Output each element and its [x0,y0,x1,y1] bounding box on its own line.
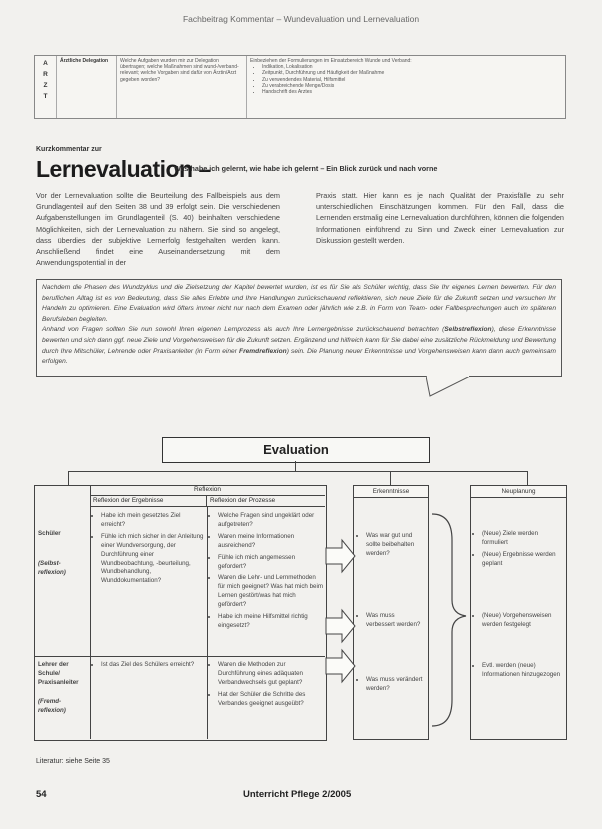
list-item: • Was muss verbessert werden? [366,612,425,630]
list-item: • Habe ich meine Hilfsmittel richtig eingesetzt? [218,613,323,631]
criteria-intro: Einbeziehen der Formulierungen im Einsatzbereich Wunde und Verband: [250,58,412,64]
row2-prozesse [209,661,323,712]
list-item: • Fühle ich mich sicher in der Anleitung einer Wundversorgung, der Durchführung einer Wundbeobachtung, -beurteilung, Wundbehandlung, Wunddokumentation? [101,533,206,586]
list-item: • Hat der Schüler die Schritte des Verbandes geeignet ausgeübt? [218,691,323,709]
col-header-prozesse: Reflexion der Prozesse [207,495,325,507]
list-item: • Was muss verändert werden? [366,676,425,694]
page-title: Lernevaluation – [36,156,211,182]
connector [68,471,69,485]
evaluation-box: Evaluation [162,437,430,463]
callout-pointer [426,376,476,398]
erkenntnisse-box: Erkenntnisse [353,485,429,498]
list-item: • Waren die Lehr- und Lernmethoden für mich geeignet? Was hat mich beim Lernen gestört/was hat mich gefördert? [218,574,323,610]
body-column-1: Vor der Lernevaluation sollte die Beurteilung des Fallbeispiels aus dem Grundlagenteil auf den Seiten 38 und 39 erfolgt sein. Die verschiedenen Aufgabenstellungen im Grundlagenteil (S. 40) beinhalten verschiedene Möglichkeiten, sich der Lernevaluation zu nähern. Sie sind so angelegt, dass überdies der subjektive Lernerfolg festgehalten werden kann. Anschließend findet eine Auseinandersetzung mit dem Anwendungspotential in der [36,191,280,268]
reflexion-header: Reflexion [90,485,325,496]
running-header: Fachbeitrag Kommentar – Wundevaluation und Lernevaluation [182,14,420,24]
page-number: 54 [36,789,47,800]
arzt-letters [35,56,57,118]
neuplanung-list-3 [473,662,563,683]
neuplanung-list-1 [473,530,563,572]
info-paragraph-2 [42,325,556,367]
literature-note: Literatur: siehe Seite 35 [36,758,110,765]
letter: T [43,93,48,100]
list-item: • (Neue) Ziele werden formuliert [482,530,563,548]
text: ), diese Erkenntnisse bewerten und sich dann ggf. neue Ziele und Vorgehensweisen für die Zukunft setzen. Ergänzend und hilfreich kann für Sie dabei eine zusätzliche Rückmeldung und Bewertung durch Ihre Mitschüler, Lehrende oder Praxisanleiter (in Form einer [42,326,556,355]
row-label-lehrer: Lehrer der Schule/ Praxisanleiter [38,661,79,686]
list-item: • Indikation, Lokalisation [262,64,562,70]
col-header-ergebnisse: Reflexion der Ergebnisse [90,495,207,507]
row2-ergebnisse [92,661,206,673]
page-subtitle: Was habe ich gelernt, wie habe ich gelernt – Ein Blick zurück und nach vorne [174,164,438,173]
divider [90,485,91,739]
text: Anhand von Fragen sollten Sie nun sowohl Ihren eigenen Lernprozess als auch Ihre Lernergebnisse zurückschauend betrachten ( [42,326,445,334]
row-label-schueler: Schüler [38,530,61,537]
neuplanung-list-2 [473,612,563,633]
list-item: • Zu verabreichende Menge/Dosis [262,83,562,89]
list-item: • Zeitpunkt, Durchführung und Häufigkeit der Maßnahme [262,70,562,76]
divider [207,507,208,739]
journal-name: Unterricht Pflege 2/2005 [243,789,352,800]
arrow-shape [326,610,355,642]
kicker: Kurzkommentar zur [36,146,102,153]
row1-prozesse [209,512,323,634]
term-fremdreflexion: Fremdreflexion [239,347,287,355]
letter: A [43,60,48,67]
list-item: • Evtl. werden (neue) Informationen hinzugezogen [482,662,563,680]
list-item: • Was war gut und sollte beibehalten werden? [366,532,425,559]
arrow-shape [326,650,355,682]
list-item: • Habe ich mein gesetztes Ziel erreicht? [101,512,206,530]
row1-ergebnisse [92,512,206,589]
info-paragraph-1: Nachdem die Phasen des Wundzyklus und die Zielsetzung der Kapitel bewertet wurden, ist es für Sie als Schüler wichtig, dass Sie Ihr eigenes Lernen bewerten. Für den beruflichen Alltag ist es von Bedeutung, dass Sie alles Erlebte und Ihre Handlungen zurückschauend reflektieren, sich neue Ziele für die Zukunft setzen und versuchen Ihr Handeln zu optimieren. Eine Evaluation wird öfters immer nicht nur nach dem Examen oder jährlich wie z.B. in Form von Team- oder Fallbesprechungen auch im späteren Berufsleben begleiten. [42,284,556,323]
list-item: • Zu verwendendes Material, Hilfsmittel [262,77,562,83]
text: ) sein. Die Planung neuer Erkenntnisse und Vorgehensweisen kann dann auch gemeinsam erfolgen. [42,347,556,366]
arrow-shape [326,540,355,572]
brace-shape [432,514,466,726]
connector [390,471,391,485]
delegation-label: Ärztliche Delegation [57,56,117,118]
list-item: • Waren die Methoden zur Durchführung eines adäquaten Verbandwechsels gut geplant? [218,661,323,688]
delegation-criteria [247,56,565,118]
neuplanung-box: Neuplanung [470,485,567,498]
divider [34,656,325,657]
row-sub-fremdreflexion: (Fremd-reflexion) [38,698,66,714]
connector [527,471,528,485]
info-box [36,279,562,377]
diagram-arrows [322,500,482,740]
row-sub-selbstreflexion: (Selbst-reflexion) [38,560,66,576]
connector [68,471,528,472]
connector [295,461,296,471]
body-column-2: Praxis statt. Hier kann es je nach Qualität der Praxisfälle zu sehr unterschiedlichen Einschätzungen kommen. Für den Fall, dass die Lernenden erstmalig eine Lernevaluation durchführen, können die folgenden Informationen einführend zu Sinn und Zweck einer Lernevaluation zur Diskussion gestellt werden. [316,191,564,245]
list-item: • Handschrift des Arztes [262,89,562,95]
term-selbstreflexion: Selbstreflexion [444,326,492,334]
list-item: • Waren meine Informationen ausreichend? [218,533,323,551]
letter: R [43,71,48,78]
list-item: • Welche Fragen sind ungeklärt oder aufgetreten? [218,512,323,530]
arzt-table [34,55,566,119]
list-item: • (Neue) Vorgehensweisen werden festgelegt [482,612,563,630]
delegation-questions: Welche Aufgaben wurden mir zur Delegation übertragen; welche Maßnahmen sind wund-/verband-relevant; welche Vorgaben sind dafür von Ärztin/Arzt gegeben worden? [117,56,247,118]
list-item: • (Neue) Ergebnisse werden geplant [482,551,563,569]
list-item: • Fühle ich mich angemessen gefordert? [218,554,323,572]
letter: Z [43,82,48,89]
list-item: • Ist das Ziel des Schülers erreicht? [101,661,206,670]
